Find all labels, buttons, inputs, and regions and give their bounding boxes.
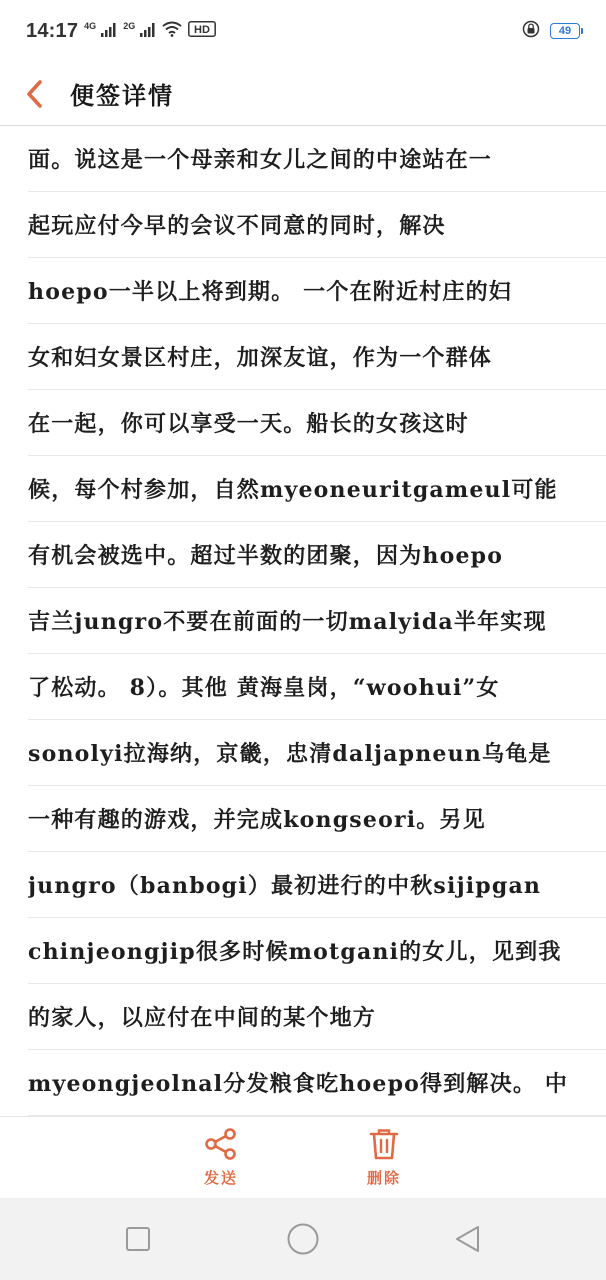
signal-icon bbox=[123, 22, 156, 41]
triangle-back-icon bbox=[453, 1224, 483, 1254]
note-line: 女和妇女景区村庄，加深友谊，作为一个群体 bbox=[28, 324, 606, 390]
note-line: sonolyi拉海纳，京畿，忠清daljapneun乌龟是 bbox=[28, 720, 606, 786]
note-line: 面。说这是一个母亲和女儿之间的中途站在一 bbox=[28, 126, 606, 192]
note-content[interactable] bbox=[0, 126, 606, 1116]
square-icon bbox=[125, 1226, 151, 1252]
chevron-left-icon bbox=[25, 79, 45, 109]
nav-back-button[interactable] bbox=[445, 1216, 491, 1262]
send-button[interactable] bbox=[181, 1127, 261, 1193]
network-type-label: 2G bbox=[123, 20, 136, 31]
battery-icon: 49 bbox=[550, 23, 580, 39]
back-button[interactable] bbox=[0, 62, 70, 126]
status-time: 14:17 bbox=[26, 19, 79, 42]
hd-icon bbox=[188, 21, 216, 41]
circle-icon bbox=[286, 1222, 320, 1256]
nav-bar bbox=[0, 1198, 606, 1280]
note-line: 在一起，你可以享受一天。船长的女孩这时 bbox=[28, 390, 606, 456]
network-type-label: 4G bbox=[84, 20, 97, 31]
status-bar bbox=[0, 0, 606, 62]
title-bar bbox=[0, 62, 606, 126]
signal-icon bbox=[84, 22, 117, 41]
home-button[interactable] bbox=[280, 1216, 326, 1262]
recent-apps-button[interactable] bbox=[115, 1216, 161, 1262]
trash-icon bbox=[366, 1127, 402, 1161]
note-line: hoepo一半以上将到期。 一个在附近村庄的妇 bbox=[28, 258, 606, 324]
wifi-icon bbox=[162, 21, 182, 41]
action-bar bbox=[0, 1116, 606, 1198]
status-left bbox=[26, 20, 216, 43]
note-line: 起玩应付今早的会议不同意的同时，解决 bbox=[28, 192, 606, 258]
note-line: myeongjeolnal分发粮食吃hoepo得到解决。 中 bbox=[28, 1050, 606, 1116]
page-title: 便签详情 bbox=[70, 81, 174, 110]
delete-label: 删除 bbox=[366, 1169, 401, 1187]
share-icon bbox=[203, 1127, 239, 1161]
note-line: chinjeongjip很多时候motgani的女儿，见到我 bbox=[28, 918, 606, 984]
lock-rotation-icon bbox=[522, 20, 540, 42]
status-right bbox=[522, 20, 580, 42]
note-line: 吉兰jungro不要在前面的一切malyida半年实现 bbox=[28, 588, 606, 654]
delete-button[interactable] bbox=[344, 1127, 424, 1193]
note-line: 候，每个村参加，自然myeoneuritgameul可能 bbox=[28, 456, 606, 522]
note-line: 一种有趣的游戏，并完成kongseori。另见 bbox=[28, 786, 606, 852]
note-line: jungro（banbogi）最初进行的中秋sijipgan bbox=[28, 852, 606, 918]
note-line: 了松动。 8）。其他 黄海皇岗，“woohui”女 bbox=[28, 654, 606, 720]
send-label: 发送 bbox=[203, 1169, 238, 1187]
note-line: 的家人，以应付在中间的某个地方 bbox=[28, 984, 606, 1050]
hd-label: HD bbox=[194, 24, 211, 36]
note-line: 有机会被选中。超过半数的团聚，因为hoepo bbox=[28, 522, 606, 588]
